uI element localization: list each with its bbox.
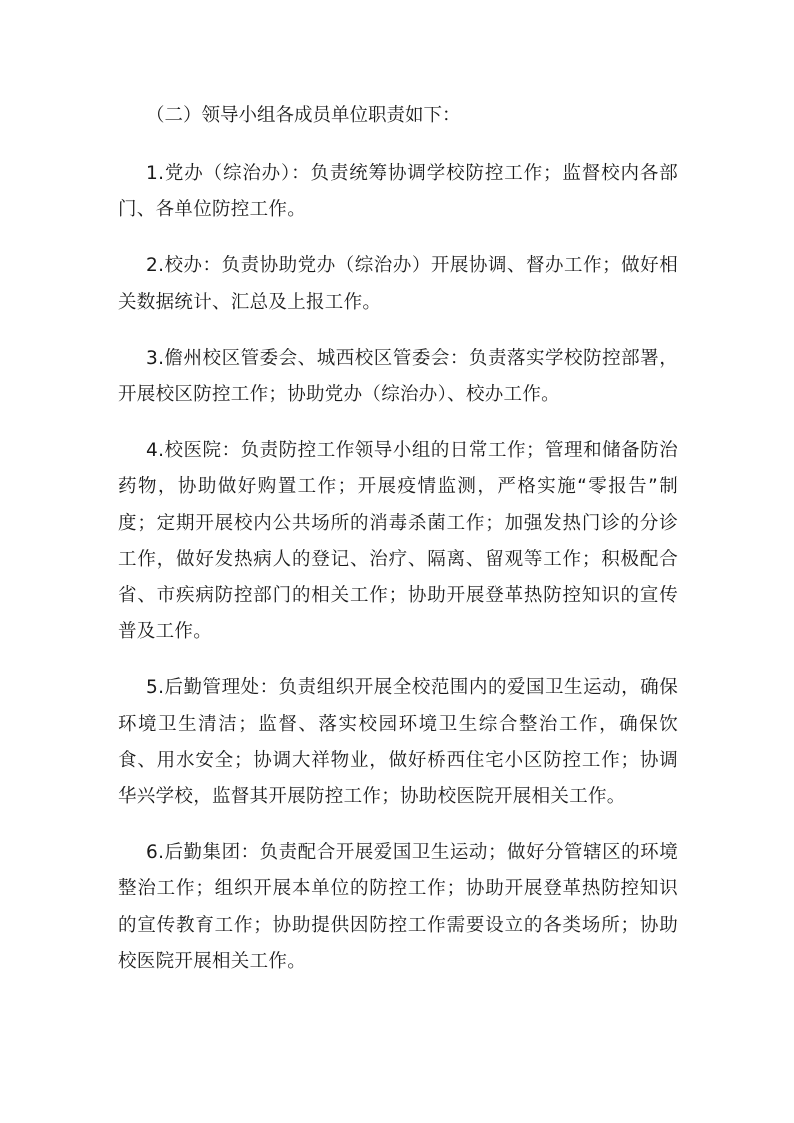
paragraph-number: 6. — [146, 842, 165, 864]
duty-paragraph-5 — [118, 670, 678, 815]
duty-paragraph-1 — [118, 156, 678, 228]
paragraph-number: 1. — [146, 163, 165, 184]
paragraph-text: 儋州校区管委会、城西校区管委会：负责落实学校防控部署，开展校区防控工作；协助党办（综治办）、校办工作。 — [118, 347, 678, 406]
paragraph-text: 后勤管理处：负责组织开展全校范围内的爱国卫生运动，确保环境卫生清洁；监督、落实校园环境卫生综合整治工作，确保饮食、用水安全；协调大祥物业，做好桥西住宅小区防控工作；协调华兴学校，监督其开展防控工作；协助校医院开展相关工作。 — [118, 677, 678, 808]
duty-paragraph-3 — [118, 341, 678, 413]
paragraph-text: 校医院：负责防控工作领导小组的日常工作；管理和储备防治药物，协助做好购置工作；开展疫情监测，严格实施“零报告”制度；定期开展校内公共场所的消毒杀菌工作；加强发热门诊的分诊工作，做好发热病人的登记、治疗、隔离、留观等工作；积极配合省、市疾病防控部门的相关工作；协助开展登革热防控知识的宣传普及工作。 — [118, 440, 678, 643]
duty-paragraph-4 — [118, 433, 678, 650]
paragraph-number: 3. — [146, 347, 165, 369]
duty-paragraph-6 — [118, 835, 678, 980]
duty-paragraph-2 — [118, 248, 678, 320]
paragraph-text: 后勤集团：负责配合开展爱国卫生运动；做好分管辖区的环境整治工作；组织开展本单位的防控工作；协助开展登革热防控知识的宣传教育工作；协助提供因防控工作需要设立的各类场所；协助校医院开展相关工作。 — [118, 842, 678, 972]
paragraph-text: 校办：负责协助党办（综治办）开展协调、督办工作；做好相关数据统计、汇总及上报工作。 — [118, 255, 678, 313]
paragraph-text: 党办（综治办）：负责统筹协调学校防控工作；监督校内各部门、各单位防控工作。 — [118, 163, 678, 221]
paragraph-number: 2. — [146, 255, 165, 277]
paragraph-number: 5. — [146, 677, 165, 699]
paragraph-number: 4. — [146, 440, 165, 462]
section-heading: （二）领导小组各成员单位职责如下： — [146, 105, 461, 126]
document-body — [118, 98, 678, 1000]
